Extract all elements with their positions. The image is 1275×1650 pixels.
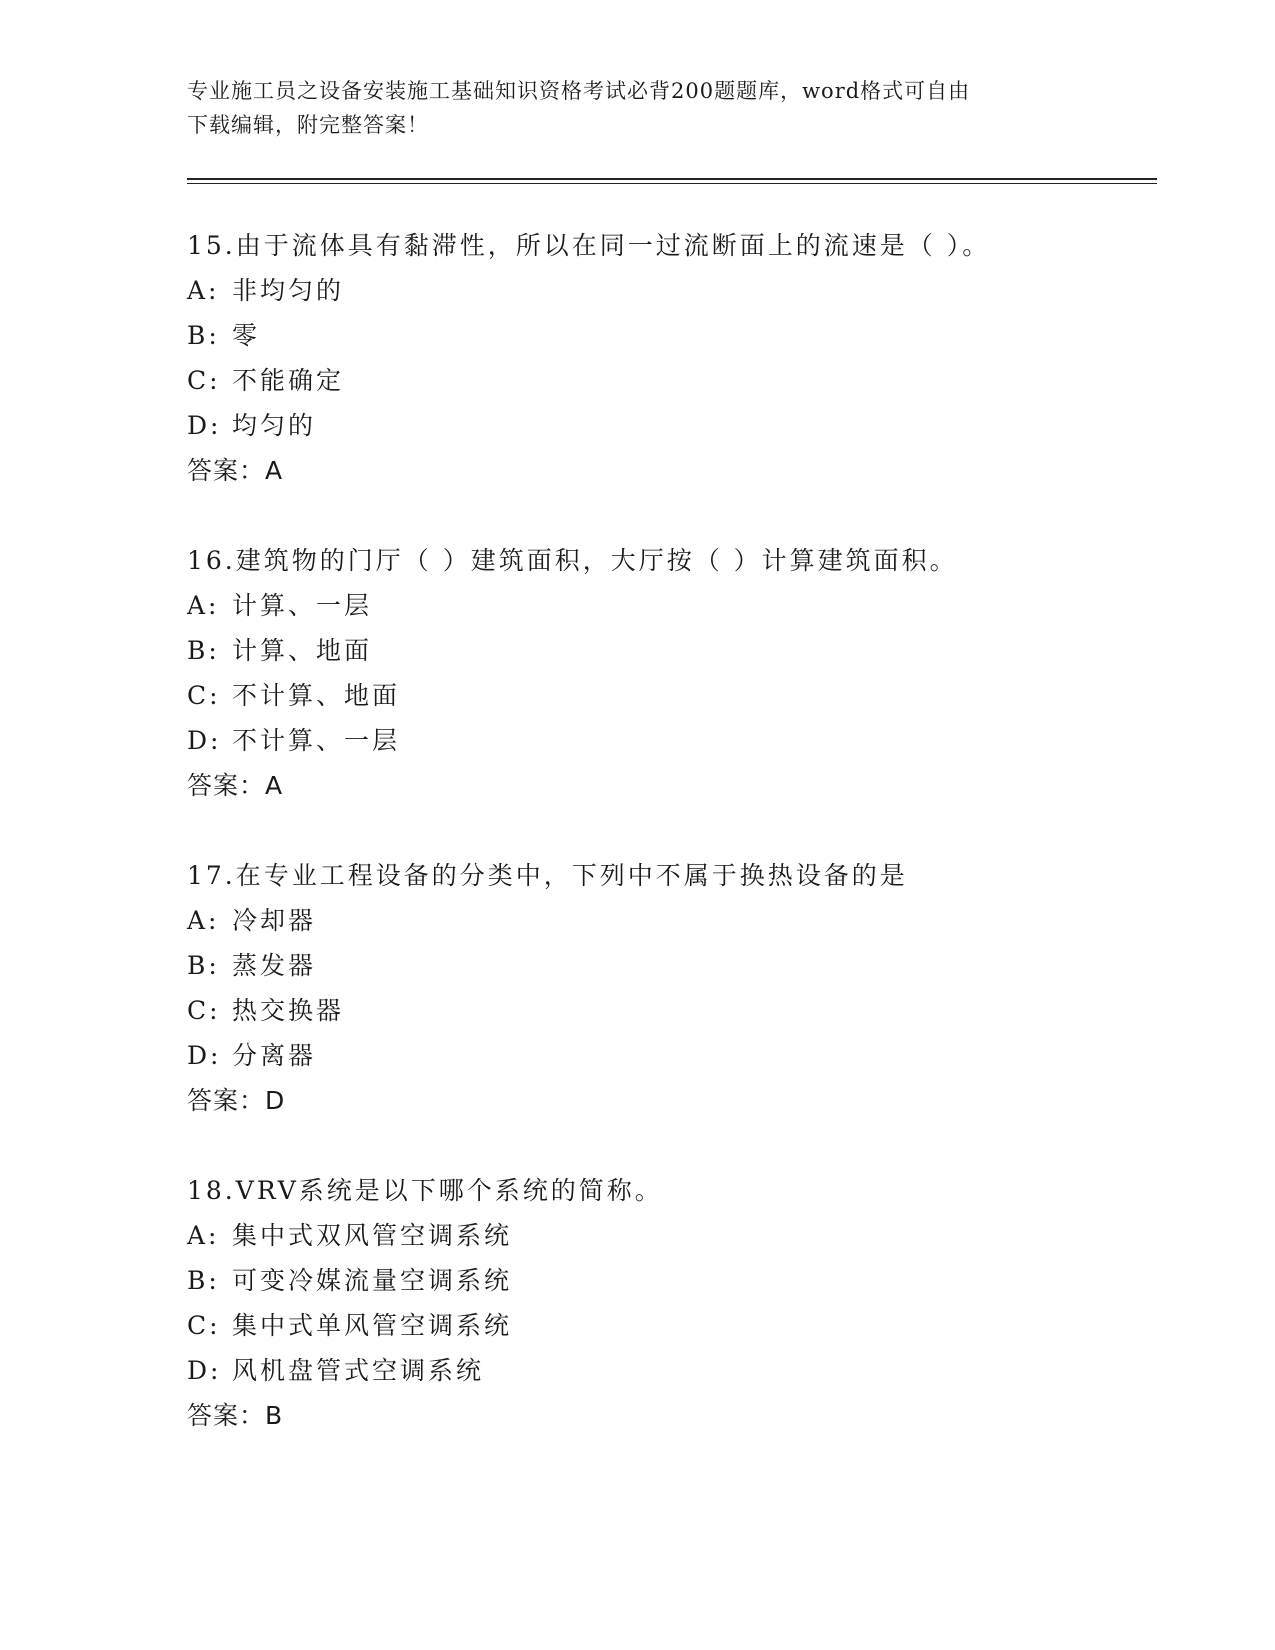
question-17 [187, 860, 1187, 1130]
option-a [187, 275, 1187, 320]
option-key: D: [187, 726, 222, 755]
option-key: C: [187, 1311, 221, 1340]
option-c [187, 995, 1187, 1040]
question-15 [187, 230, 1187, 500]
option-text: 计算、地面 [232, 636, 373, 665]
header-line-1: 专业施工员之设备安装施工基础知识资格考试必背200题题库，word格式可自由 [187, 79, 971, 103]
option-key: A: [187, 591, 220, 620]
option-key: A: [187, 276, 220, 305]
option-key: A: [187, 1221, 220, 1250]
option-text: 不计算、一层 [232, 726, 401, 755]
option-text: 非均匀的 [232, 276, 345, 305]
question-title: 16.建筑物的门厅（ ）建筑面积，大厅按（ ）计算建筑面积。 [187, 546, 958, 575]
option-key: B: [187, 321, 220, 350]
option-c [187, 365, 1187, 410]
option-key: A: [187, 906, 220, 935]
option-text: 集中式单风管空调系统 [232, 1311, 513, 1340]
option-text: 不能确定 [232, 366, 345, 395]
option-text: 蒸发器 [232, 951, 317, 980]
option-b [187, 635, 1187, 680]
option-text: 零 [232, 321, 261, 350]
answer-line: 答案：D [187, 1086, 286, 1115]
answer-line: 答案：A [187, 771, 284, 800]
option-d [187, 1355, 1187, 1400]
question-title: 17.在专业工程设备的分类中，下列中不属于换热设备的是 [187, 861, 908, 890]
option-d [187, 410, 1187, 455]
option-key: D: [187, 1041, 222, 1070]
option-key: B: [187, 636, 220, 665]
option-b [187, 1265, 1187, 1310]
header-line-2: 下载编辑，附完整答案！ [187, 113, 429, 137]
header-divider-thick [187, 178, 1157, 180]
option-a [187, 1220, 1187, 1265]
option-key: C: [187, 681, 221, 710]
option-key: D: [187, 411, 222, 440]
option-key: B: [187, 951, 220, 980]
option-text: 计算、一层 [232, 591, 373, 620]
option-text: 风机盘管式空调系统 [232, 1356, 485, 1385]
option-b [187, 320, 1187, 365]
option-b [187, 950, 1187, 995]
question-16 [187, 545, 1187, 815]
option-text: 集中式双风管空调系统 [232, 1221, 513, 1250]
option-d [187, 1040, 1187, 1085]
question-18 [187, 1175, 1187, 1445]
option-text: 不计算、地面 [232, 681, 401, 710]
option-a [187, 905, 1187, 950]
option-c [187, 680, 1187, 725]
option-key: C: [187, 996, 221, 1025]
question-title: 15.由于流体具有黏滞性，所以在同一过流断面上的流速是（ ）。 [187, 231, 991, 260]
header-divider-thin [187, 183, 1157, 184]
option-text: 分离器 [232, 1041, 317, 1070]
option-key: C: [187, 366, 221, 395]
option-text: 均匀的 [232, 411, 317, 440]
question-title: 18.VRV系统是以下哪个系统的简称。 [187, 1176, 663, 1205]
answer-line: 答案：A [187, 456, 284, 485]
option-a [187, 590, 1187, 635]
option-c [187, 1310, 1187, 1355]
option-key: B: [187, 1266, 220, 1295]
answer-line: 答案：B [187, 1401, 284, 1430]
option-text: 热交换器 [232, 996, 345, 1025]
option-d [187, 725, 1187, 770]
option-text: 可变冷媒流量空调系统 [232, 1266, 513, 1295]
document-header [187, 74, 1087, 142]
option-text: 冷却器 [232, 906, 317, 935]
option-key: D: [187, 1356, 222, 1385]
